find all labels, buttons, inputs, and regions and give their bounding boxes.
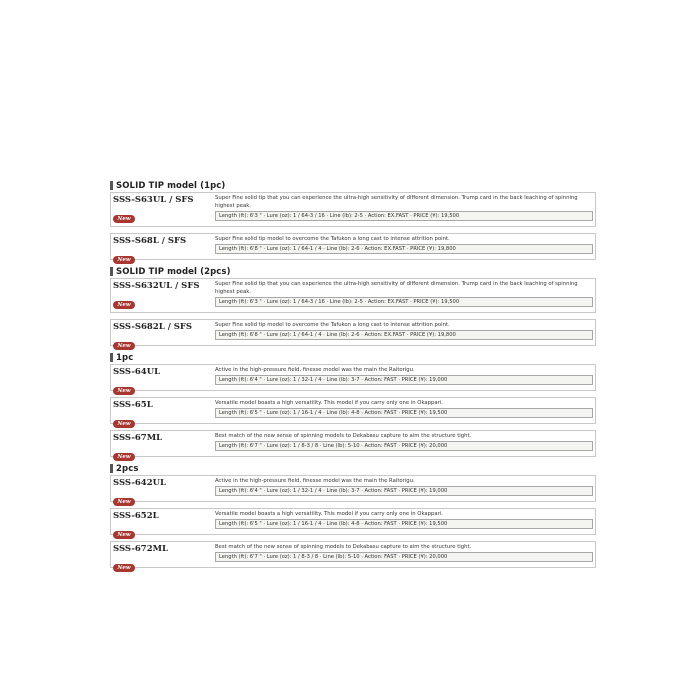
- new-badge: New: [113, 301, 135, 309]
- model-name: SSS-S68L / SFS: [113, 236, 187, 246]
- model-description: Best match of the new sense of spinning models to Dekabasu capture to aim the structure tight.: [215, 544, 472, 550]
- model-name: SSS-65L: [113, 400, 153, 410]
- model-name: SSS-S63UL / SFS: [113, 195, 194, 205]
- model-row: [110, 508, 596, 538]
- section-header: [110, 463, 596, 474]
- section-title: 2pcs: [116, 463, 139, 474]
- model-name: SSS-642UL: [113, 478, 167, 488]
- model-spec: Length (ft): 6'4 " · Lure (oz): 1 / 32-1 / 4 · Line (lb): 3-7 · Action: FAST · PRICE (¥): 19,000: [215, 486, 593, 496]
- section-marker: [110, 464, 113, 473]
- section-1pc: [110, 352, 596, 460]
- section-header: [110, 180, 596, 191]
- model-spec: Length (ft): 6'4 " · Lure (oz): 1 / 32-1 / 4 · Line (lb): 3-7 · Action: FAST · PRICE (¥): 19,000: [215, 375, 593, 385]
- model-spec: Length (ft): 6'3 " · Lure (oz): 1 / 64-3 / 16 · Line (lb): 2-5 · Action: EX.FAST · PRICE (¥): 19,500: [215, 297, 593, 307]
- model-name: SSS-672ML: [113, 544, 169, 554]
- new-badge: New: [113, 453, 135, 461]
- model-row: [110, 541, 596, 571]
- model-spec: Length (ft): 6'8 " · Lure (oz): 1 / 64-1 / 4 · Line (lb): 2-6 · Action: EX.FAST · PRICE (¥): 19,800: [215, 244, 593, 254]
- model-row: [110, 278, 596, 313]
- model-spec: Length (ft): 6'7 " · Lure (oz): 1 / 8-3 / 8 · Line (lb): 5-10 · Action: FAST · PRICE (¥): 20,000: [215, 441, 593, 451]
- model-name: SSS-64UL: [113, 367, 161, 377]
- section-header: [110, 352, 596, 363]
- new-badge: New: [113, 531, 135, 539]
- model-row: [110, 192, 596, 227]
- spec-sheet: [110, 180, 596, 574]
- new-badge: New: [113, 256, 135, 264]
- section-marker: [110, 267, 113, 276]
- model-name: SSS-S682L / SFS: [113, 322, 193, 332]
- model-row: [110, 233, 596, 263]
- section-solid-tip-1pc: [110, 180, 596, 263]
- section-title: 1pc: [116, 352, 134, 363]
- model-row: [110, 364, 596, 394]
- model-description: Super Fine solid tip that you can experience the ultra-high sensitivity of different dimension. Trump card in the back leaching of spinning highest peak.: [215, 281, 578, 295]
- model-spec: Length (ft): 6'5 " · Lure (oz): 1 / 16-1 / 4 · Line (lb): 4-8 · Action: FAST · PRICE (¥): 19,500: [215, 408, 593, 418]
- new-badge: New: [113, 564, 135, 572]
- model-spec: Length (ft): 6'5 " · Lure (oz): 1 / 16-1 / 4 · Line (lb): 4-8 · Action: FAST · PRICE (¥): 19,500: [215, 519, 593, 529]
- model-spec: Length (ft): 6'8 " · Lure (oz): 1 / 64-1 / 4 · Line (lb): 2-6 · Action: EX.FAST · PRICE (¥): 19,800: [215, 330, 593, 340]
- section-marker: [110, 353, 113, 362]
- new-badge: New: [113, 342, 135, 350]
- model-row: [110, 475, 596, 505]
- new-badge: New: [113, 498, 135, 506]
- model-row: [110, 397, 596, 427]
- section-marker: [110, 181, 113, 190]
- model-description: Super Fine solid tip model to overcome the Tafukon a long cast to intense attrition point.: [215, 322, 450, 328]
- model-spec: Length (ft): 6'3 " · Lure (oz): 1 / 64-3 / 16 · Line (lb): 2-5 · Action: EX.FAST · PRICE (¥): 19,500: [215, 211, 593, 221]
- model-spec: Length (ft): 6'7 " · Lure (oz): 1 / 8-3 / 8 · Line (lb): 5-10 · Action: FAST · PRICE (¥): 20,000: [215, 552, 593, 562]
- model-name: SSS-S632UL / SFS: [113, 281, 200, 291]
- model-description: Super Fine solid tip model to overcome the Tafukon a long cast to intense attrition point.: [215, 236, 450, 242]
- model-description: Active in the high-pressure field, finesse model was the main the Raitorigu.: [215, 367, 415, 373]
- model-description: Versatile model boasts a high versatility. This model if you carry only one in Okappari.: [215, 400, 443, 406]
- model-description: Versatile model boasts a high versatility. This model if you carry only one in Okappari.: [215, 511, 443, 517]
- model-name: SSS-652L: [113, 511, 159, 521]
- model-row: [110, 319, 596, 349]
- new-badge: New: [113, 215, 135, 223]
- section-title: SOLID TIP model (2pcs): [116, 266, 231, 277]
- section-header: [110, 266, 596, 277]
- new-badge: New: [113, 420, 135, 428]
- section-2pcs: [110, 463, 596, 571]
- section-solid-tip-2pcs: [110, 266, 596, 349]
- model-row: [110, 430, 596, 460]
- model-description: Active in the high-pressure field, finesse model was the main the Raitorigu.: [215, 478, 415, 484]
- model-description: Super Fine solid tip that you can experience the ultra-high sensitivity of different dimension. Trump card in the back leaching of spinning highest peak.: [215, 195, 578, 209]
- model-description: Best match of the new sense of spinning models to Dekabasu capture to aim the structure tight.: [215, 433, 472, 439]
- new-badge: New: [113, 387, 135, 395]
- model-name: SSS-67ML: [113, 433, 163, 443]
- section-title: SOLID TIP model (1pc): [116, 180, 226, 191]
